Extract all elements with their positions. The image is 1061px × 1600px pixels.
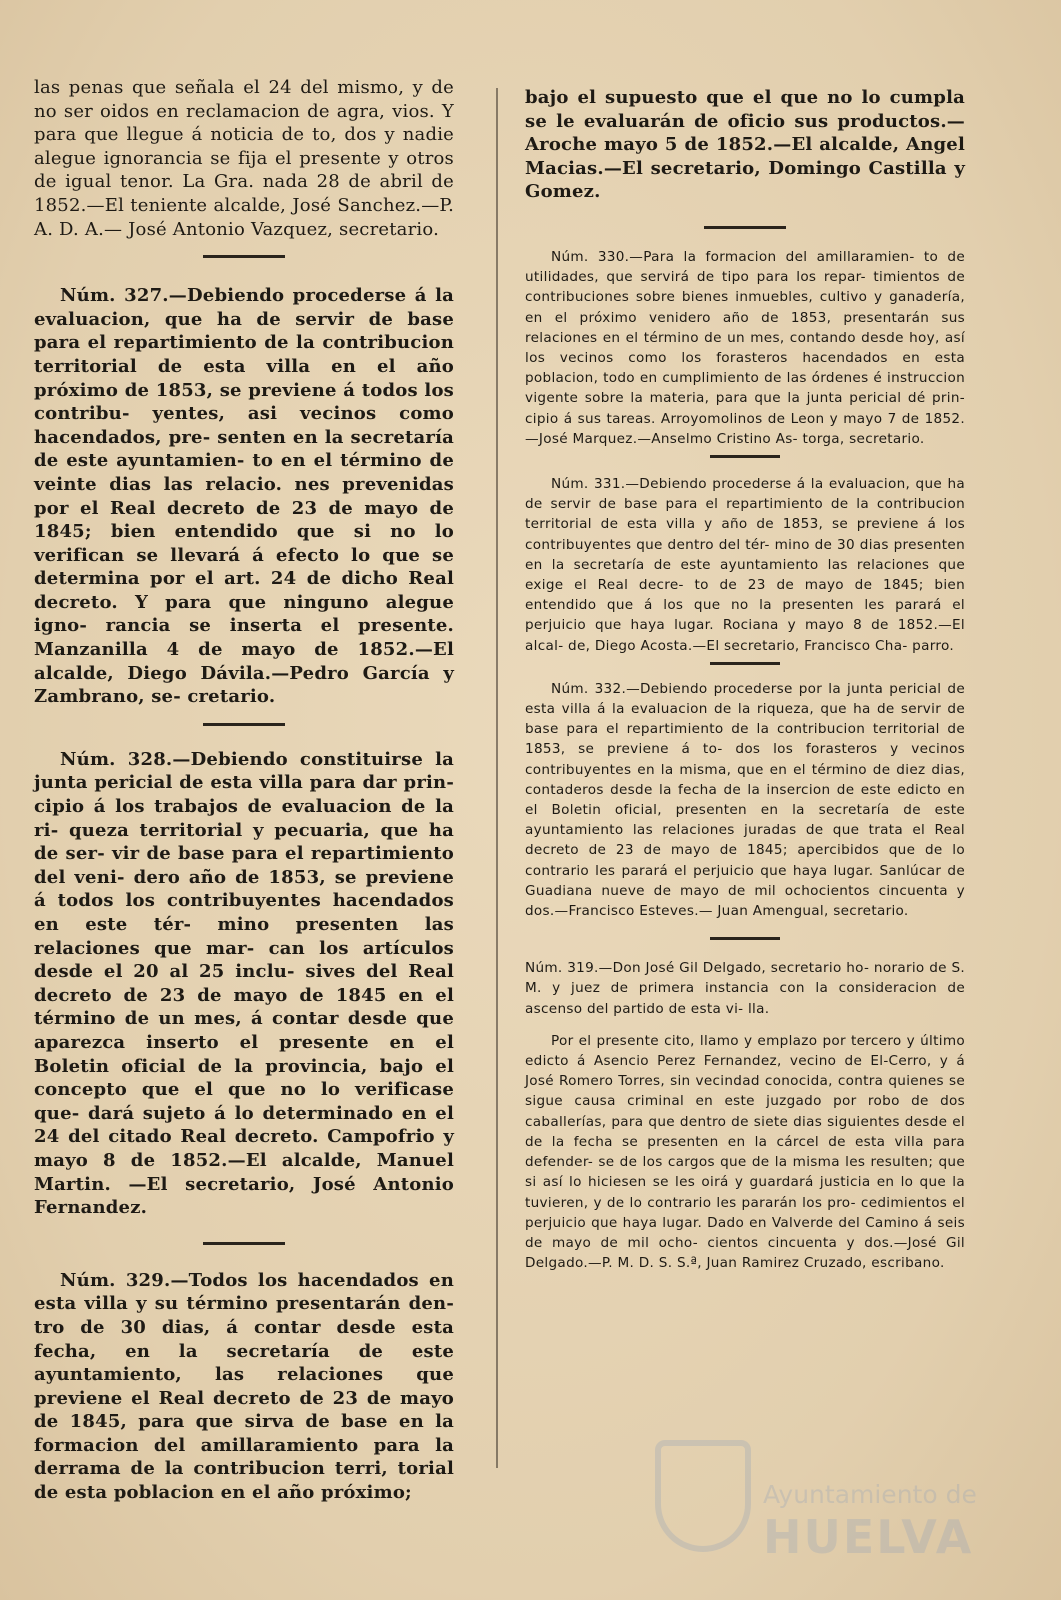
edict-328 bbox=[34, 748, 454, 1220]
continued-notice: las penas que señala el 24 del mismo, y de no ser oidos en reclamacion de agra, vios. Y para que llegue á noticia de to, dos y nadie alegue ignorancia se fija el presente y otros de igual tenor. La Gra. nada 28 de abril de 1852.—El teniente alcalde, José Sanchez.—P. A. D. A.— José Antonio Vazquez, secretario. bbox=[34, 77, 454, 240]
right-column bbox=[525, 86, 965, 1273]
left-column bbox=[34, 76, 454, 1505]
separator-rule bbox=[710, 662, 780, 665]
edict-number: Núm. 328. bbox=[60, 748, 173, 770]
edict-text: —Debiendo constituirse la junta pericial de esta villa para dar prin- cipio á los trabajos de evaluacion de la ri- queza territorial y pecuaria, que ha de ser- vir de base para el repartimiento del veni- dero año de 1853, se previene á todos los contribuyentes hacendados en este tér- mino presenten las relaciones que mar- can los artículos desde el 20 al 25 inclu- sives del Real decreto de 23 de mayo de 1845 en el término de un mes, á contar desde que aparezca inserto el presente en el Boletin oficial de la provincia, bajo el concepto que el que no lo verificase que- dará sujeto á lo determinado en el 24 del citado Real decreto. Campofrio y mayo 8 de 1852.—El alcalde, Manuel Martin. —El secretario, José Antonio Fernandez. bbox=[34, 748, 454, 1219]
continued-notice: bajo el supuesto que el que no lo cumpla se le evaluarán de oficio sus productos.— Aroche mayo 5 de 1852.—El alcalde, Angel Macias.—El secretario, Domingo Castilla y Gomez. bbox=[525, 87, 965, 203]
separator-rule bbox=[710, 937, 780, 940]
edict-text: —Debiendo procederse á la evaluacion, que ha de servir de base para el repartimiento de la contribucion territorial de esta villa en el año próximo de 1853, se previene á todos los contribu- yentes, asi vecinos como hacendados, pre- senten en la secretaría de este ayuntamien- to en el término de veinte dias las relacio. nes prevenidas por el Real decreto de 23 de mayo de 1845; bien entendido que si no lo verifican se llevará á efecto lo que se determina por el art. 24 de dicho Real decreto. Y para que ninguno alegue igno- rancia se inserta el presente. Manzanilla 4 de mayo de 1852.—El alcalde, Diego Dávila.—Pedro García y Zambrano, se- cretario. bbox=[34, 285, 454, 708]
edict-332: Núm. 332.—Debiendo procederse por la junta pericial de esta villa á la evaluacion de la riqueza, que ha de servir de base para el repartimiento de la contribucion territorial de 1853, se previene á to- dos los forasteros y vecinos contribuyentes en la misma, que en el término de diez dias, contaderos desde la fecha de la insercion de este edicto en el Boletin oficial, presenten en la secretaría de este ayuntamiento las relaciones juradas de que trata el Real decreto de 23 de mayo de 1845; apercibidos que de lo contrario les parará el perjuicio que haya lugar. Sanlúcar de Guadiana nueve de mayo de mil ochocientos cincuenta y dos.—Francisco Esteves.— Juan Amengual, secretario. bbox=[525, 680, 965, 920]
edict-330: Núm. 330.—Para la formacion del amillaramien- to de utilidades, que servirá de tipo para los repar- timientos de contribuciones sobre bienes inmuebles, cultivo y ganadería, en el próximo venidero año de 1853, presentarán sus relaciones en el término de un mes, contando desde hoy, así los vecinos como los forasteros hacendados en esta poblacion, todo en cumplimiento de las órdenes é instruccion vigente sobre la materia, para que la junta pericial dé prin- cipio á sus tareas. Arroyomolinos de Leon y mayo 7 de 1852.—José Marquez.—Anselmo Cristino As- torga, secretario. bbox=[525, 248, 965, 447]
edict-331: Núm. 331.—Debiendo procederse á la evaluacion, que ha de servir de base para el repartimiento de la contribucion territorial de esta villa y año de 1853, se previene á los contribuyentes que dentro del tér- mino de 30 dias presenten en la secretaría de este ayuntamiento las relaciones que exige el Real decre- to de 23 de mayo de 1845; bien entendido que á los que no la presenten les parará el perjuicio que haya lugar. Rociana y mayo 8 de 1852.—El alcal- de, Diego Acosta.—El secretario, Francisco Cha- parro. bbox=[525, 476, 965, 654]
edict-number: Núm. 327. bbox=[60, 285, 169, 307]
shield-icon bbox=[655, 1440, 751, 1552]
separator-rule bbox=[203, 1242, 285, 1245]
edict-text: —Todos los hacendados en esta villa y su término presentarán den- tro de 30 dias, á contar desde esta fecha, en la secretaría de este ayuntamiento, las relaciones que previene el Real decreto de 23 de mayo de 1845, para que sirva de base en la formacion del amillaramiento para la derrama de la contribucion terri, torial de esta poblacion en el año próximo; bbox=[34, 1269, 454, 1504]
edict-327 bbox=[34, 284, 454, 709]
separator-rule bbox=[203, 723, 285, 726]
column-divider bbox=[496, 88, 498, 1468]
edict-number: Núm. 329. bbox=[60, 1269, 171, 1291]
watermark-line-1: Ayuntamiento de bbox=[763, 1480, 977, 1509]
separator-rule bbox=[710, 455, 780, 458]
edict-329 bbox=[34, 1269, 454, 1505]
separator-rule bbox=[704, 226, 786, 229]
watermark-line-2: HUELVA bbox=[763, 1510, 974, 1564]
edict-319-body: Por el presente cito, llamo y emplazo por tercero y último edicto á Asencio Perez Fernandez, vecino de El-Cerro, y á José Romero Torres, sin vecindad conocida, contra quienes se sigue causa criminal en este juzgado por robo de dos caballerías, para que dentro de siete dias siguientes desde el de la fecha se presenten en la cárcel de esta villa para defender- se de los cargos que de la misma les resulten; que si así lo hiciesen se les oirá y guardará justicia en lo que la tuvieren, y de lo contrario les pararán los pro- cedimientos el perjuicio que haya lugar. Dado en Valverde del Camino á seis de mayo de mil ocho- cientos cincuenta y dos.—José Gil Delgado.—P. M. D. S. S.ª, Juan Ramirez Cruzado, escribano. bbox=[525, 1032, 965, 1272]
edict-319-heading: Núm. 319.—Don José Gil Delgado, secretario ho- norario de S. M. y juez de primera instancia con la consideracion de ascenso del partido de esta vi- lla. bbox=[525, 960, 965, 1017]
archive-watermark bbox=[655, 1440, 985, 1564]
separator-rule bbox=[203, 255, 285, 258]
